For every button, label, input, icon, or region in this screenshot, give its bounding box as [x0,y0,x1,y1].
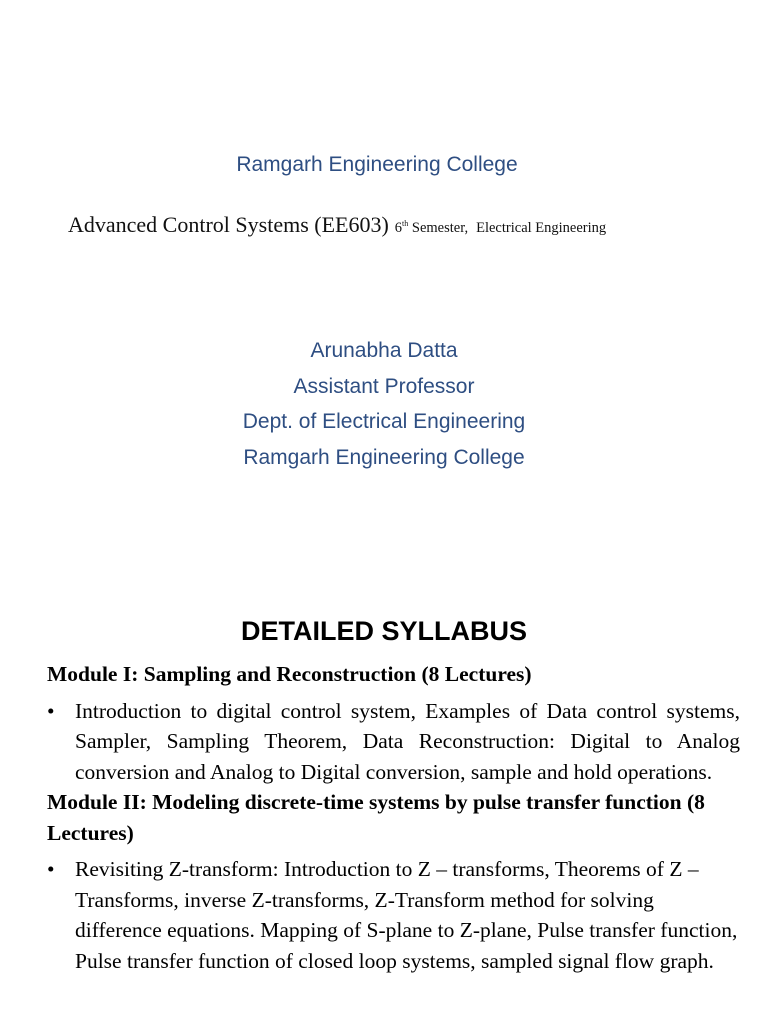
semester-suffix: th [402,219,409,228]
course-line [68,212,606,238]
syllabus-heading: DETAILED SYLLABUS [240,616,527,646]
author-department: Dept. of Electrical Engineering [242,410,526,433]
department-program: Electrical Engineering [476,220,607,236]
semester-label [395,220,468,236]
semester-number: 6 [394,220,403,236]
author-name: Arunabha Datta [310,339,458,362]
syllabus-body [47,659,740,976]
course-title: Advanced Control Systems (EE603) [68,212,389,237]
module-2-bullet [47,854,740,976]
module-1-content: Introduction to digital control system, Examples of Data control systems, Sampler, Sampling Theorem, Data Reconstruction: Digital to Analog conversion and Analog to Digital conversion, sample and hold operations. [75,698,740,784]
author-college: Ramgarh Engineering College [243,445,525,469]
author-block [0,333,768,475]
semester-word: Semester, [411,220,469,236]
author-designation: Assistant Professor [293,374,475,398]
module-1-title: Module I: Sampling and Reconstruction (8 Lectures) [47,662,532,686]
module-1-bullet [47,696,740,788]
syllabus-slide [0,596,768,1024]
bullet-icon: • [47,698,55,723]
bullet-icon: • [47,857,55,881]
college-name-top: Ramgarh Engineering College [236,153,518,176]
module-2-content: Revisiting Z-transform: Introduction to Z – transforms, Theorems of Z – Transforms, inverse Z-transforms, Z-Transform method for solving difference equations. Mapping of S-plane to Z-plane, Pulse transfer function, Pulse transfer function of closed loop systems, sampled signal flow graph. [75,857,738,973]
module-2-title: Module II: Modeling discrete-time systems by pulse transfer function (8 Lectures) [47,790,705,845]
